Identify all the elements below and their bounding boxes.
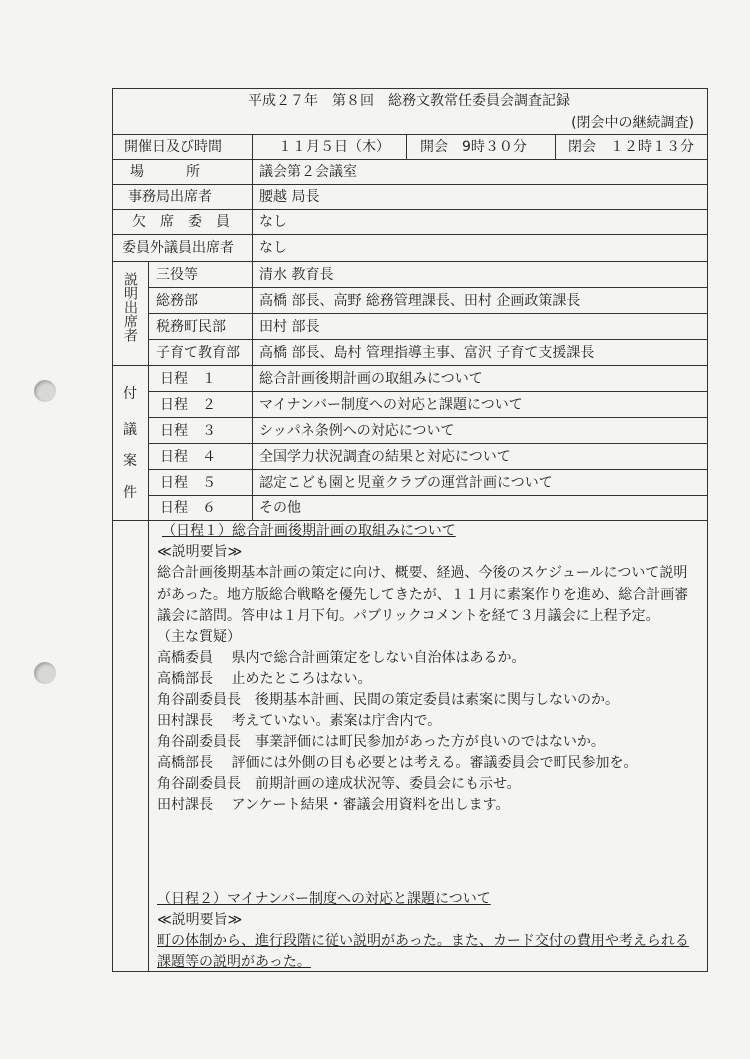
agenda-topic: 総合計画後期計画の取組みについて [259,371,483,387]
section2-heading: （日程２）マイナンバー制度への対応と課題について [157,891,491,907]
section1-summary-line: があった。地方版総合戦略を優先してきたが、１１月に素案作りを進め、総合計画審 [157,587,689,603]
agenda-topic: 全国学力状況調査の結果と対応について [259,449,511,465]
punch-hole [34,662,56,684]
agenda-no: 日程 ４ [160,449,216,465]
agenda-group-char: 付 [123,386,137,402]
section2-summary-line: 課題等の説明があった。 [157,954,311,970]
agenda-no: 日程 ２ [160,397,216,413]
place-value: 議会第２会議室 [259,164,357,180]
explainer-names: 清水 教育長 [259,267,334,283]
agenda-topic: マイナンバー制度への対応と課題について [259,397,523,413]
agenda-no: 日程 ３ [160,423,216,439]
datetime-label: 開催日及び時間 [124,139,222,155]
explainer-dept: 子育て教育部 [156,345,240,361]
section1-summary-label: ≪説明要旨≫ [157,544,243,560]
section2-summary-line: 町の体制から、進行段階に従い説明があった。また、カード交付の費用や考えられる [157,933,689,949]
secretariat-label: 事務局出席者 [128,189,212,205]
page-subtitle: (閉会中の継続調査) [571,115,694,131]
section1-qa-label: （主な質疑） [157,629,241,645]
explainer-names: 田村 部長 [259,319,320,335]
close-time: 閉会 １２時１３分 [568,139,694,155]
explainer-names: 高橋 部長、高野 総務管理課長、田村 企画政策課長 [259,293,581,309]
explainer-dept: 総務部 [156,293,198,309]
qa-line: 田村課長 考えていない。素案は庁舎内で。 [157,713,442,729]
qa-line: 高橋委員 県内で総合計画策定をしない自治体はあるか。 [157,650,526,666]
place-label: 場 所 [130,164,200,180]
page-title: 平成２７年 第８回 総務文教常任委員会調査記録 [248,93,570,109]
nonmember-label: 委員外議員出席者 [122,240,234,256]
agenda-group-char: 議 [123,422,137,438]
open-time: 開会 9時３０分 [420,139,527,155]
secretariat-value: 腰越 局長 [259,189,320,205]
absent-label: 欠 席 委 員 [132,214,230,230]
absent-value: なし [259,214,287,230]
meeting-date: １１月５日（木） [278,139,390,155]
explainers-group-label: 説明出席者 [122,272,138,342]
agenda-topic: シッパネ条例への対応について [259,423,455,439]
agenda-group-char: 案 [123,453,137,469]
punch-hole [34,380,56,402]
agenda-topic: その他 [259,500,301,516]
explainer-dept: 三役等 [156,267,198,283]
qa-line: 角谷副委員長 後期基本計画、民間の策定委員は素案に関与しないのか。 [157,692,619,708]
nonmember-value: なし [259,240,287,256]
qa-line: 高橋部長 止めたところはない。 [157,671,372,687]
section1-heading: （日程１）総合計画後期計画の取組みについて [162,523,456,539]
explainer-dept: 税務町民部 [156,319,226,335]
section1-summary-line: 議会に諮問。答申は１月下旬。パブリックコメントを経て３月議会に上程予定。 [157,608,660,624]
agenda-no: 日程 ６ [160,500,216,516]
qa-line: 角谷副委員長 事業評価には町民参加があった方が良いのではないか。 [157,734,605,750]
explainer-names: 高橋 部長、島村 管理指導主事、富沢 子育て支援課長 [259,345,595,361]
agenda-topic: 認定こども園と児童クラブの運営計画について [259,475,553,491]
qa-line: 高橋部長 評価には外側の目も必要とは考える。審議委員会で町民参加を。 [157,755,638,771]
section2-summary-label: ≪説明要旨≫ [157,912,243,928]
agenda-no: 日程 ５ [160,475,216,491]
qa-line: 田村課長 アンケート結果・審議会用資料を出します。 [157,797,510,813]
section1-summary-line: 総合計画後期基本計画の策定に向け、概要、経過、今後のスケジュールについて説明 [157,565,688,581]
qa-line: 角谷副委員長 前期計画の達成状況等、委員会にも示せ。 [157,776,521,792]
agenda-no: 日程 １ [160,371,216,387]
agenda-group-char: 件 [123,485,137,501]
